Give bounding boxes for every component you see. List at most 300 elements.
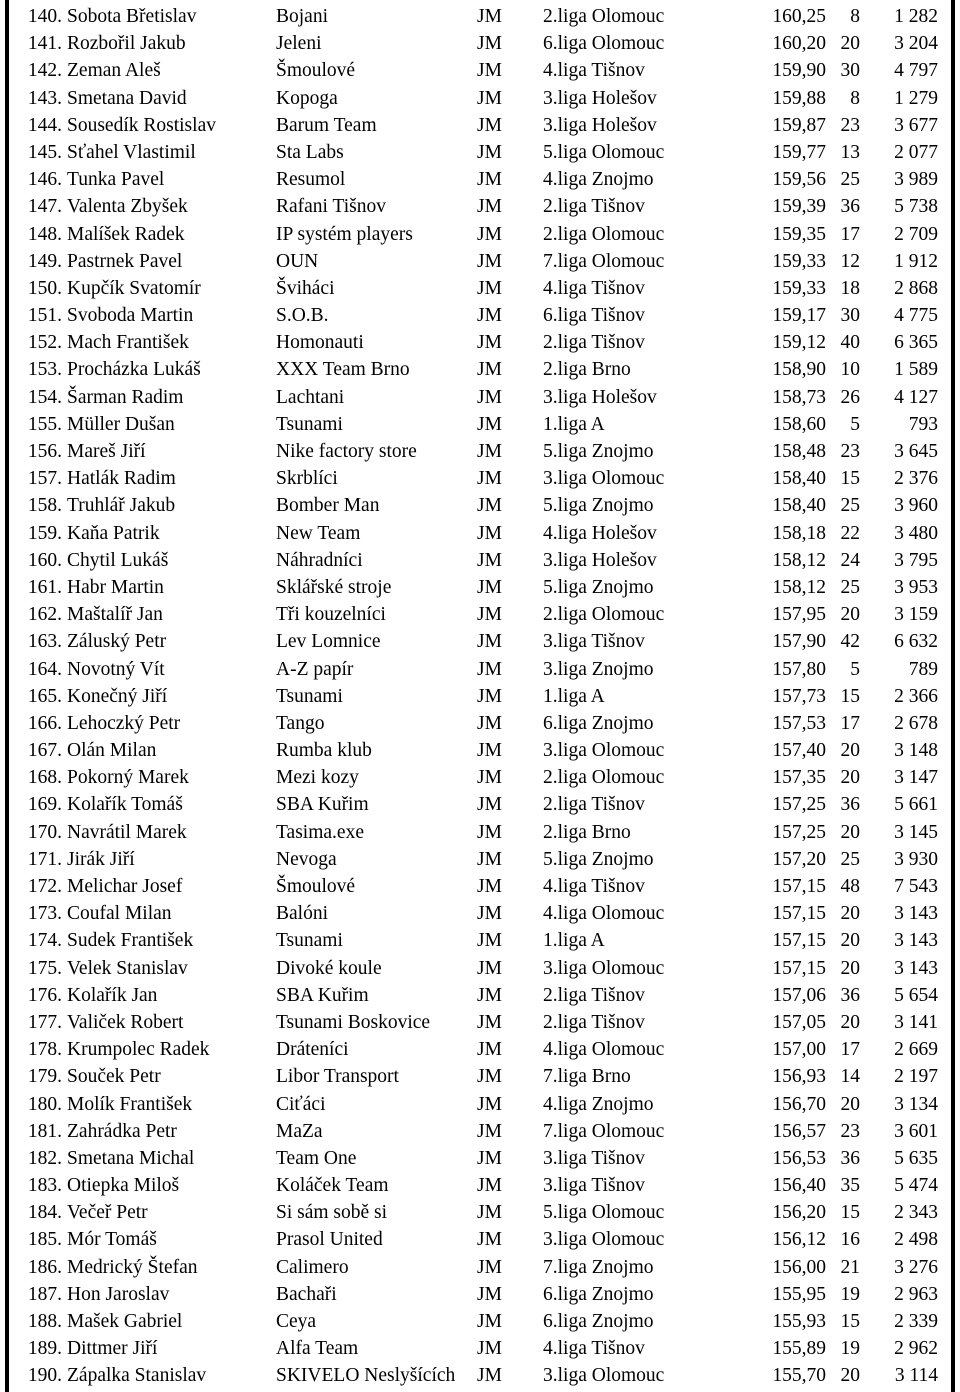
average-score-cell: 157,53 bbox=[772, 712, 826, 734]
games-cell: 20 bbox=[840, 1365, 860, 1387]
rank-cell: 143. bbox=[27, 87, 62, 109]
total-points-cell: 4 797 bbox=[894, 60, 938, 82]
total-points-cell: 3 148 bbox=[894, 740, 938, 762]
games-cell: 17 bbox=[840, 1039, 860, 1061]
average-score-cell: 156,70 bbox=[772, 1093, 826, 1115]
total-points-cell: 5 635 bbox=[894, 1147, 938, 1169]
games-cell: 21 bbox=[840, 1256, 860, 1278]
total-points-cell: 789 bbox=[908, 658, 938, 680]
league-cell: 3.liga Olomouc bbox=[543, 740, 665, 762]
total-points-cell: 7 543 bbox=[894, 876, 938, 897]
player-name-cell: Molík František bbox=[67, 1093, 193, 1115]
player-name-cell: Souček Petr bbox=[67, 1066, 161, 1088]
games-cell: 36 bbox=[840, 196, 860, 218]
average-score-cell: 158,60 bbox=[772, 413, 826, 435]
average-score-cell: 158,12 bbox=[772, 576, 826, 598]
total-points-cell: 2 343 bbox=[894, 1202, 938, 1224]
average-score-cell: 155,93 bbox=[772, 1311, 826, 1332]
league-cell: 2.liga Tišnov bbox=[543, 332, 645, 354]
average-score-cell: 160,25 bbox=[772, 6, 826, 27]
total-points-cell: 5 661 bbox=[894, 794, 938, 816]
rank-cell: 153. bbox=[27, 359, 62, 381]
player-name-cell: Velek Stanislav bbox=[67, 957, 188, 979]
total-points-cell: 3 960 bbox=[894, 495, 938, 517]
average-score-cell: 155,95 bbox=[772, 1283, 826, 1305]
league-cell: 6.liga Olomouc bbox=[543, 33, 665, 55]
team-cell: Bachaři bbox=[276, 1283, 337, 1305]
player-name-cell: Olán Milan bbox=[67, 740, 157, 762]
total-points-cell: 6 365 bbox=[894, 332, 938, 354]
rank-cell: 156. bbox=[27, 441, 62, 462]
games-cell: 25 bbox=[840, 495, 860, 517]
average-score-cell: 158,48 bbox=[772, 441, 826, 462]
rank-cell: 150. bbox=[27, 277, 62, 299]
rank-cell: 181. bbox=[27, 1120, 62, 1142]
average-score-cell: 155,89 bbox=[772, 1338, 826, 1360]
table-row bbox=[0, 492, 960, 519]
table-row bbox=[0, 1118, 960, 1145]
games-cell: 42 bbox=[840, 631, 860, 653]
total-points-cell: 793 bbox=[908, 413, 938, 435]
rank-cell: 189. bbox=[27, 1338, 62, 1360]
league-cell: 5.liga Znojmo bbox=[543, 576, 654, 598]
games-cell: 15 bbox=[840, 685, 860, 707]
table-row bbox=[0, 248, 960, 275]
player-name-cell: Pastrnek Pavel bbox=[67, 250, 183, 272]
team-cell: IP systém players bbox=[276, 223, 413, 245]
games-cell: 5 bbox=[850, 413, 860, 435]
table-row bbox=[0, 764, 960, 791]
region-cell: JM bbox=[477, 413, 502, 435]
average-score-cell: 157,06 bbox=[772, 984, 826, 1006]
team-cell: Jeleni bbox=[276, 33, 322, 55]
games-cell: 13 bbox=[840, 141, 860, 163]
rank-cell: 167. bbox=[27, 740, 62, 762]
league-cell: 3.liga Tišnov bbox=[543, 631, 645, 653]
player-name-cell: Kupčík Svatomír bbox=[67, 277, 201, 299]
league-cell: 7.liga Olomouc bbox=[543, 250, 665, 272]
team-cell: Rumba klub bbox=[276, 740, 372, 762]
player-name-cell: Kaňa Patrik bbox=[67, 522, 160, 544]
league-cell: 4.liga Olomouc bbox=[543, 1039, 665, 1061]
total-points-cell: 3 143 bbox=[894, 930, 938, 952]
player-name-cell: Rozbořil Jakub bbox=[67, 33, 186, 55]
league-cell: 5.liga Znojmo bbox=[543, 495, 654, 517]
team-cell: MaZa bbox=[276, 1120, 323, 1142]
average-score-cell: 157,35 bbox=[772, 767, 826, 789]
average-score-cell: 157,25 bbox=[772, 821, 826, 843]
region-cell: JM bbox=[477, 1229, 502, 1251]
rank-cell: 149. bbox=[27, 250, 62, 272]
rank-cell: 170. bbox=[27, 821, 62, 843]
region-cell: JM bbox=[477, 930, 502, 952]
league-cell: 4.liga Olomouc bbox=[543, 903, 665, 925]
rank-cell: 175. bbox=[27, 957, 62, 979]
league-cell: 7.liga Brno bbox=[543, 1066, 631, 1088]
games-cell: 20 bbox=[840, 957, 860, 979]
player-name-cell: Sousedík Rostislav bbox=[67, 114, 216, 136]
player-name-cell: Záluský Petr bbox=[67, 631, 167, 653]
rank-cell: 144. bbox=[27, 114, 62, 136]
region-cell: JM bbox=[477, 1120, 502, 1142]
league-cell: 6.liga Tišnov bbox=[543, 305, 645, 327]
team-cell: Skrblíci bbox=[276, 468, 338, 490]
total-points-cell: 3 677 bbox=[894, 114, 938, 136]
table-row bbox=[0, 411, 960, 438]
games-cell: 36 bbox=[840, 1147, 860, 1169]
region-cell: JM bbox=[477, 305, 502, 327]
rank-cell: 185. bbox=[27, 1229, 62, 1251]
player-name-cell: Hon Jaroslav bbox=[67, 1283, 170, 1305]
games-cell: 16 bbox=[840, 1229, 860, 1251]
table-row bbox=[0, 1308, 960, 1335]
rank-cell: 176. bbox=[27, 984, 62, 1006]
rank-cell: 180. bbox=[27, 1093, 62, 1115]
league-cell: 3.liga Olomouc bbox=[543, 1229, 665, 1251]
rank-cell: 154. bbox=[27, 386, 62, 408]
region-cell: JM bbox=[477, 658, 502, 680]
player-name-cell: Kolařík Tomáš bbox=[67, 794, 183, 816]
average-score-cell: 158,40 bbox=[772, 468, 826, 490]
league-cell: 4.liga Znojmo bbox=[543, 1093, 654, 1115]
region-cell: JM bbox=[477, 1311, 502, 1332]
team-cell: Dráteníci bbox=[276, 1039, 349, 1061]
total-points-cell: 4 775 bbox=[894, 305, 938, 327]
average-score-cell: 157,20 bbox=[772, 848, 826, 870]
total-points-cell: 2 376 bbox=[894, 468, 938, 490]
player-name-cell: Coufal Milan bbox=[67, 903, 172, 925]
total-points-cell: 3 134 bbox=[894, 1093, 938, 1115]
team-cell: Sklářské stroje bbox=[276, 576, 392, 598]
region-cell: JM bbox=[477, 903, 502, 925]
player-name-cell: Smetana Michal bbox=[67, 1147, 195, 1169]
games-cell: 14 bbox=[840, 1066, 860, 1088]
rank-cell: 142. bbox=[27, 60, 62, 82]
rank-cell: 146. bbox=[27, 169, 62, 191]
team-cell: A-Z papír bbox=[276, 658, 354, 680]
games-cell: 35 bbox=[840, 1175, 860, 1197]
region-cell: JM bbox=[477, 250, 502, 272]
table-row bbox=[0, 1199, 960, 1226]
player-name-cell: Navrátil Marek bbox=[67, 821, 187, 843]
player-name-cell: Pokorný Marek bbox=[67, 767, 189, 789]
average-score-cell: 156,20 bbox=[772, 1202, 826, 1224]
table-row bbox=[0, 1063, 960, 1090]
player-name-cell: Zápalka Stanislav bbox=[67, 1365, 207, 1387]
league-cell: 4.liga Holešov bbox=[543, 522, 657, 544]
league-cell: 7.liga Olomouc bbox=[543, 1120, 665, 1142]
total-points-cell: 3 204 bbox=[894, 33, 938, 55]
league-cell: 2.liga Olomouc bbox=[543, 604, 665, 626]
region-cell: JM bbox=[477, 712, 502, 734]
table-row bbox=[0, 656, 960, 683]
team-cell: Tsunami Boskovice bbox=[276, 1011, 431, 1033]
team-cell: Team One bbox=[276, 1147, 357, 1169]
league-cell: 4.liga Znojmo bbox=[543, 169, 654, 191]
rank-cell: 173. bbox=[27, 903, 62, 925]
games-cell: 10 bbox=[840, 359, 860, 381]
table-row bbox=[0, 112, 960, 139]
total-points-cell: 2 868 bbox=[894, 277, 938, 299]
rank-cell: 147. bbox=[27, 196, 62, 218]
region-cell: JM bbox=[477, 441, 502, 462]
team-cell: Barum Team bbox=[276, 114, 377, 136]
region-cell: JM bbox=[477, 60, 502, 82]
region-cell: JM bbox=[477, 495, 502, 517]
player-name-cell: Krumpolec Radek bbox=[67, 1039, 210, 1061]
table-row bbox=[0, 710, 960, 737]
league-cell: 3.liga Holešov bbox=[543, 114, 657, 136]
team-cell: Divoké koule bbox=[276, 957, 382, 979]
table-row bbox=[0, 1009, 960, 1036]
games-cell: 19 bbox=[840, 1283, 860, 1305]
total-points-cell: 3 145 bbox=[894, 821, 938, 843]
team-cell: Bojani bbox=[276, 6, 328, 27]
table-row bbox=[0, 302, 960, 329]
average-score-cell: 157,90 bbox=[772, 631, 826, 653]
average-score-cell: 158,90 bbox=[772, 359, 826, 381]
rank-cell: 187. bbox=[27, 1283, 62, 1305]
team-cell: Nevoga bbox=[276, 848, 337, 870]
games-cell: 12 bbox=[840, 250, 860, 272]
region-cell: JM bbox=[477, 1256, 502, 1278]
player-name-cell: Konečný Jiří bbox=[67, 685, 168, 707]
games-cell: 25 bbox=[840, 576, 860, 598]
player-name-cell: Šarman Radim bbox=[67, 386, 184, 408]
team-cell: OUN bbox=[276, 250, 319, 272]
table-row bbox=[0, 900, 960, 927]
table-row bbox=[0, 139, 960, 166]
table-row bbox=[0, 1036, 960, 1063]
total-points-cell: 3 645 bbox=[894, 441, 938, 462]
region-cell: JM bbox=[477, 631, 502, 653]
player-name-cell: Otiepka Miloš bbox=[67, 1175, 180, 1197]
average-score-cell: 157,40 bbox=[772, 740, 826, 762]
average-score-cell: 156,53 bbox=[772, 1147, 826, 1169]
rank-cell: 151. bbox=[27, 305, 62, 327]
rank-cell: 152. bbox=[27, 332, 62, 354]
player-name-cell: Valenta Zbyšek bbox=[67, 196, 188, 218]
region-cell: JM bbox=[477, 169, 502, 191]
rank-cell: 188. bbox=[27, 1311, 62, 1332]
region-cell: JM bbox=[477, 33, 502, 55]
total-points-cell: 3 795 bbox=[894, 549, 938, 571]
total-points-cell: 3 114 bbox=[894, 1365, 938, 1387]
rank-cell: 190. bbox=[27, 1365, 62, 1387]
total-points-cell: 3 601 bbox=[894, 1120, 938, 1142]
team-cell: SBA Kuřim bbox=[276, 794, 369, 816]
total-points-cell: 2 678 bbox=[894, 712, 938, 734]
player-name-cell: Sobota Břetislav bbox=[67, 6, 197, 27]
league-cell: 3.liga Tišnov bbox=[543, 1175, 645, 1197]
team-cell: Sta Labs bbox=[276, 141, 344, 163]
total-points-cell: 2 366 bbox=[894, 685, 938, 707]
average-score-cell: 159,35 bbox=[772, 223, 826, 245]
total-points-cell: 2 962 bbox=[894, 1338, 938, 1360]
average-score-cell: 159,33 bbox=[772, 277, 826, 299]
league-cell: 3.liga Znojmo bbox=[543, 658, 654, 680]
region-cell: JM bbox=[477, 685, 502, 707]
league-cell: 5.liga Znojmo bbox=[543, 441, 654, 462]
average-score-cell: 159,17 bbox=[772, 305, 826, 327]
player-name-cell: Novotný Vít bbox=[67, 658, 165, 680]
league-cell: 3.liga Holešov bbox=[543, 87, 657, 109]
player-name-cell: Lehoczký Petr bbox=[67, 712, 181, 734]
rank-cell: 157. bbox=[27, 468, 62, 490]
player-name-cell: Smetana David bbox=[67, 87, 187, 109]
team-cell: S.O.B. bbox=[276, 305, 329, 327]
table-row bbox=[0, 221, 960, 248]
table-row bbox=[0, 791, 960, 818]
region-cell: JM bbox=[477, 522, 502, 544]
region-cell: JM bbox=[477, 740, 502, 762]
games-cell: 20 bbox=[840, 930, 860, 952]
region-cell: JM bbox=[477, 87, 502, 109]
average-score-cell: 159,77 bbox=[772, 141, 826, 163]
games-cell: 23 bbox=[840, 441, 860, 462]
total-points-cell: 1 279 bbox=[894, 87, 938, 109]
rank-cell: 174. bbox=[27, 930, 62, 952]
total-points-cell: 6 632 bbox=[894, 631, 938, 653]
region-cell: JM bbox=[477, 821, 502, 843]
games-cell: 20 bbox=[840, 1093, 860, 1115]
table-row bbox=[0, 3, 960, 30]
team-cell: Koláček Team bbox=[276, 1175, 389, 1197]
rank-cell: 155. bbox=[27, 413, 62, 435]
region-cell: JM bbox=[477, 141, 502, 163]
team-cell: Šmoulové bbox=[276, 60, 356, 82]
total-points-cell: 1 912 bbox=[894, 250, 938, 272]
region-cell: JM bbox=[477, 1365, 502, 1387]
average-score-cell: 157,73 bbox=[772, 685, 826, 707]
team-cell: Si sám sobě si bbox=[276, 1202, 388, 1224]
rank-cell: 163. bbox=[27, 631, 62, 653]
total-points-cell: 2 498 bbox=[894, 1229, 938, 1251]
average-score-cell: 156,12 bbox=[772, 1229, 826, 1251]
league-cell: 4.liga Tišnov bbox=[543, 60, 645, 82]
total-points-cell: 3 141 bbox=[894, 1011, 938, 1033]
games-cell: 17 bbox=[840, 223, 860, 245]
average-score-cell: 157,15 bbox=[772, 957, 826, 979]
region-cell: JM bbox=[477, 277, 502, 299]
region-cell: JM bbox=[477, 957, 502, 979]
team-cell: Tasima.exe bbox=[276, 821, 364, 843]
games-cell: 36 bbox=[840, 984, 860, 1006]
region-cell: JM bbox=[477, 984, 502, 1006]
games-cell: 15 bbox=[840, 1311, 860, 1332]
table-row bbox=[0, 982, 960, 1009]
player-name-cell: Müller Dušan bbox=[67, 413, 175, 435]
team-cell: Tři kouzelníci bbox=[276, 604, 386, 626]
player-name-cell: Jirák Jiří bbox=[67, 848, 135, 870]
league-cell: 5.liga Olomouc bbox=[543, 141, 665, 163]
region-cell: JM bbox=[477, 1175, 502, 1197]
games-cell: 24 bbox=[840, 549, 860, 571]
table-row bbox=[0, 193, 960, 220]
team-cell: Mezi kozy bbox=[276, 767, 359, 789]
region-cell: JM bbox=[477, 1283, 502, 1305]
average-score-cell: 159,88 bbox=[772, 87, 826, 109]
total-points-cell: 3 989 bbox=[894, 169, 938, 191]
team-cell: Rafani Tišnov bbox=[276, 196, 386, 218]
team-cell: Balóni bbox=[276, 903, 328, 925]
total-points-cell: 1 589 bbox=[894, 359, 938, 381]
league-cell: 3.liga Holešov bbox=[543, 386, 657, 408]
region-cell: JM bbox=[477, 1093, 502, 1115]
total-points-cell: 3 480 bbox=[894, 522, 938, 544]
league-cell: 3.liga Olomouc bbox=[543, 1365, 665, 1387]
games-cell: 23 bbox=[840, 1120, 860, 1142]
player-name-cell: Kolařík Jan bbox=[67, 984, 158, 1006]
games-cell: 22 bbox=[840, 522, 860, 544]
games-cell: 8 bbox=[850, 6, 860, 27]
table-row bbox=[0, 1226, 960, 1253]
ranking-table bbox=[0, 3, 960, 1390]
rank-cell: 171. bbox=[27, 848, 62, 870]
average-score-cell: 159,39 bbox=[772, 196, 826, 218]
average-score-cell: 160,20 bbox=[772, 33, 826, 55]
table-row bbox=[0, 819, 960, 846]
team-cell: Šviháci bbox=[276, 277, 335, 299]
table-row bbox=[0, 1172, 960, 1199]
team-cell: Prasol United bbox=[276, 1229, 383, 1251]
team-cell: Lev Lomnice bbox=[276, 631, 381, 653]
rank-cell: 184. bbox=[27, 1202, 62, 1224]
games-cell: 20 bbox=[840, 767, 860, 789]
games-cell: 36 bbox=[840, 794, 860, 816]
table-row bbox=[0, 520, 960, 547]
total-points-cell: 2 669 bbox=[894, 1039, 938, 1061]
team-cell: Tango bbox=[276, 712, 325, 734]
total-points-cell: 3 276 bbox=[894, 1256, 938, 1278]
player-name-cell: Sťahel Vlastimil bbox=[67, 141, 196, 163]
region-cell: JM bbox=[477, 223, 502, 245]
total-points-cell: 3 143 bbox=[894, 957, 938, 979]
table-row bbox=[0, 1091, 960, 1118]
table-row bbox=[0, 85, 960, 112]
region-cell: JM bbox=[477, 848, 502, 870]
team-cell: Libor Transport bbox=[276, 1066, 399, 1088]
league-cell: 7.liga Znojmo bbox=[543, 1256, 654, 1278]
table-row bbox=[0, 1281, 960, 1308]
total-points-cell: 2 197 bbox=[894, 1066, 938, 1088]
table-row bbox=[0, 384, 960, 411]
games-cell: 23 bbox=[840, 114, 860, 136]
team-cell: Náhradníci bbox=[276, 549, 363, 571]
player-name-cell: Truhlář Jakub bbox=[67, 495, 176, 517]
region-cell: JM bbox=[477, 604, 502, 626]
league-cell: 2.liga Tišnov bbox=[543, 196, 645, 218]
average-score-cell: 156,57 bbox=[772, 1120, 826, 1142]
table-row bbox=[0, 356, 960, 383]
league-cell: 3.liga Olomouc bbox=[543, 957, 665, 979]
total-points-cell: 2 963 bbox=[894, 1283, 938, 1305]
league-cell: 3.liga Holešov bbox=[543, 549, 657, 571]
team-cell: Tsunami bbox=[276, 930, 343, 952]
player-name-cell: Svoboda Martin bbox=[67, 305, 194, 327]
player-name-cell: Hatlák Radim bbox=[67, 468, 176, 490]
games-cell: 20 bbox=[840, 903, 860, 925]
team-cell: Ciťáci bbox=[276, 1093, 326, 1115]
region-cell: JM bbox=[477, 332, 502, 354]
rank-cell: 168. bbox=[27, 767, 62, 789]
league-cell: 3.liga Olomouc bbox=[543, 468, 665, 490]
league-cell: 1.liga A bbox=[543, 413, 605, 435]
average-score-cell: 156,40 bbox=[772, 1175, 826, 1197]
table-row bbox=[0, 1362, 960, 1389]
league-cell: 5.liga Znojmo bbox=[543, 848, 654, 870]
region-cell: JM bbox=[477, 767, 502, 789]
